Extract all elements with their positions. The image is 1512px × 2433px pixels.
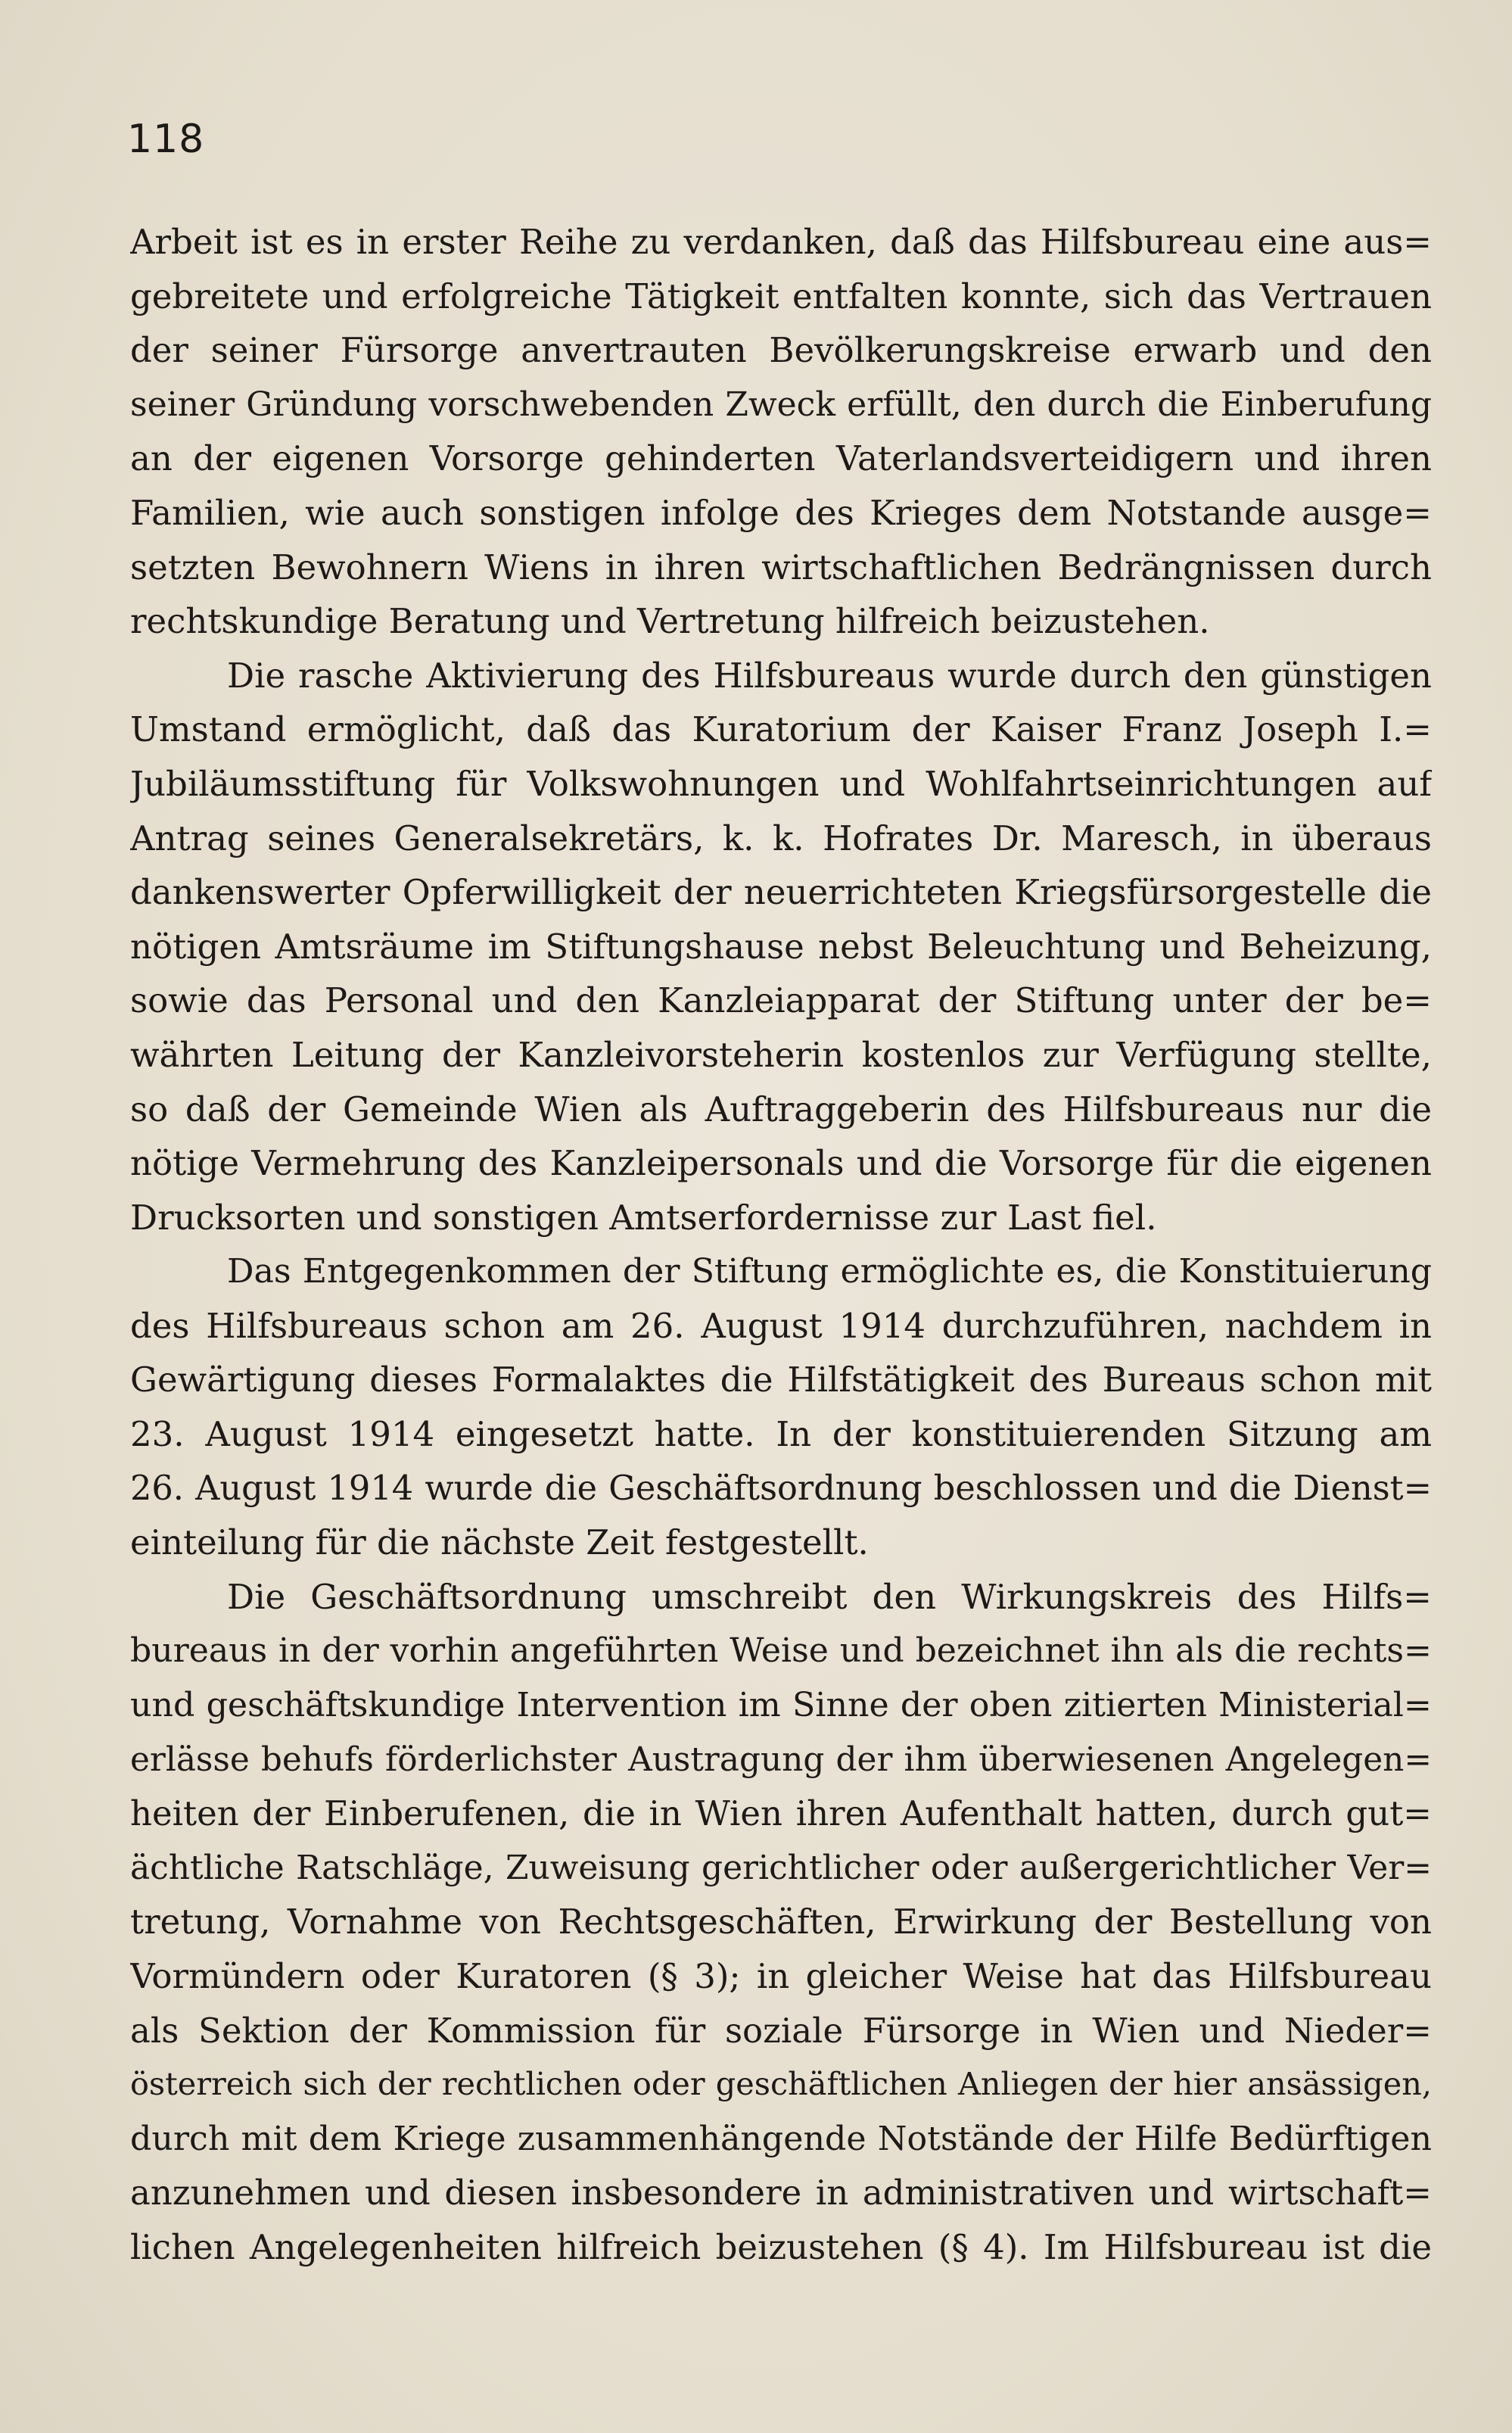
text-line: gebreitete und erfolgreiche Tätigkeit entfalten konnte, sich das Vertrauen bbox=[130, 276, 1432, 316]
text-line: Familien, wie auch sonstigen infolge des Krieges dem Notstande ausge= bbox=[130, 492, 1432, 533]
text-line: setzten Bewohnern Wiens in ihren wirtschaftlichen Bedrängnissen durch bbox=[130, 547, 1432, 587]
text-line: Die Geschäftsordnung umschreibt den Wirkungskreis des Hilfs= bbox=[227, 1576, 1432, 1617]
text-line: Jubiläumsstiftung für Volkswohnungen und Wohlfahrtseinrichtungen auf bbox=[130, 763, 1432, 804]
text-line: währten Leitung der Kanzleivorsteherin kostenlos zur Verfügung stellte, bbox=[130, 1034, 1432, 1075]
text-line: durch mit dem Kriege zusammenhängende Notstände der Hilfe Bedürftigen bbox=[130, 2119, 1432, 2158]
body-text bbox=[130, 215, 1432, 2275]
page-number: 118 bbox=[127, 117, 205, 162]
text-line: einteilung für die nächste Zeit festgestellt. bbox=[130, 1522, 869, 1563]
text-line: der seiner Fürsorge anvertrauten Bevölkerungskreise erwarb und den bbox=[130, 330, 1432, 371]
text-line: und geschäftskundige Intervention im Sinne der oben zitierten Ministerial= bbox=[130, 1686, 1432, 1725]
text-line: Drucksorten und sonstigen Amtserfordernisse zur Last fiel. bbox=[130, 1197, 1157, 1238]
text-line: des Hilfsbureaus schon am 26. August 1914 durchzuführen, nachdem in bbox=[130, 1305, 1432, 1346]
text-line: Umstand ermöglicht, daß das Kuratorium der Kaiser Franz Joseph I.= bbox=[130, 709, 1432, 750]
text-line: Arbeit ist es in erster Reihe zu verdanken, daß das Hilfsbureau eine aus= bbox=[130, 222, 1432, 262]
text-line: heiten der Einberufenen, die in Wien ihren Aufenthalt hatten, durch gut= bbox=[130, 1793, 1432, 1834]
text-line: Antrag seines Generalsekretärs, k. k. Hofrates Dr. Maresch, in überaus bbox=[130, 818, 1432, 858]
text-line: sowie das Personal und den Kanzleiapparat der Stiftung unter der be= bbox=[130, 980, 1432, 1021]
text-line: nötige Vermehrung des Kanzleipersonals und die Vorsorge für die eigenen bbox=[130, 1143, 1432, 1184]
text-line: Die rasche Aktivierung des Hilfsbureaus wurde durch den günstigen bbox=[227, 655, 1432, 696]
text-line: tretung, Vornahme von Rechtsgeschäften, Erwirkung der Bestellung von bbox=[130, 1902, 1432, 1942]
text-line: dankenswerter Opferwilligkeit der neuerrichteten Kriegsfürsorgestelle die bbox=[130, 872, 1432, 913]
text-line: nötigen Amtsräume im Stiftungshause nebst Beleuchtung und Beheizung, bbox=[130, 926, 1432, 967]
text-line: seiner Gründung vorschwebenden Zweck erfüllt, den durch die Einberufung bbox=[130, 385, 1432, 424]
text-line: an der eigenen Vorsorge gehinderten Vaterlandsverteidigern und ihren bbox=[130, 438, 1432, 479]
text-line: Gewärtigung dieses Formalaktes die Hilfstätigkeit des Bureaus schon mit bbox=[130, 1360, 1432, 1400]
text-line: anzunehmen und diesen insbesondere in administrativen und wirtschaft= bbox=[130, 2173, 1432, 2213]
text-line: 26. August 1914 wurde die Geschäftsordnung beschlossen und die Dienst= bbox=[130, 1468, 1432, 1508]
text-line: erlässe behufs förderlichster Austragung der ihm überwiesenen Angelegen= bbox=[130, 1740, 1432, 1779]
text-line: bureaus in der vorhin angeführten Weise und bezeichnet ihn als die rechts= bbox=[130, 1631, 1432, 1671]
text-line: als Sektion der Kommission für soziale Fürsorge in Wien und Nieder= bbox=[130, 2010, 1432, 2051]
text-line: ächtliche Ratschläge, Zuweisung gerichtlicher oder außergerichtlicher Ver= bbox=[130, 1848, 1432, 1887]
text-line: Das Entgegenkommen der Stiftung ermöglichte es, die Konstituierung bbox=[227, 1252, 1432, 1291]
text-line: lichen Angelegenheiten hilfreich beizustehen (§ 4). Im Hilfsbureau ist die bbox=[130, 2226, 1432, 2267]
text-line: 23. August 1914 eingesetzt hatte. In der konstituierenden Sitzung am bbox=[130, 1414, 1432, 1455]
text-line: so daß der Gemeinde Wien als Auftraggeberin des Hilfsbureaus nur die bbox=[130, 1089, 1432, 1129]
text-line: rechtskundige Beratung und Vertretung hilfreich beizustehen. bbox=[130, 601, 1210, 642]
text-line: österreich sich der rechtlichen oder geschäftlichen Anliegen der hier ansässigen, bbox=[130, 2066, 1432, 2103]
text-line: Vormündern oder Kuratoren (§ 3); in gleicher Weise hat das Hilfsbureau bbox=[130, 1956, 1432, 1996]
